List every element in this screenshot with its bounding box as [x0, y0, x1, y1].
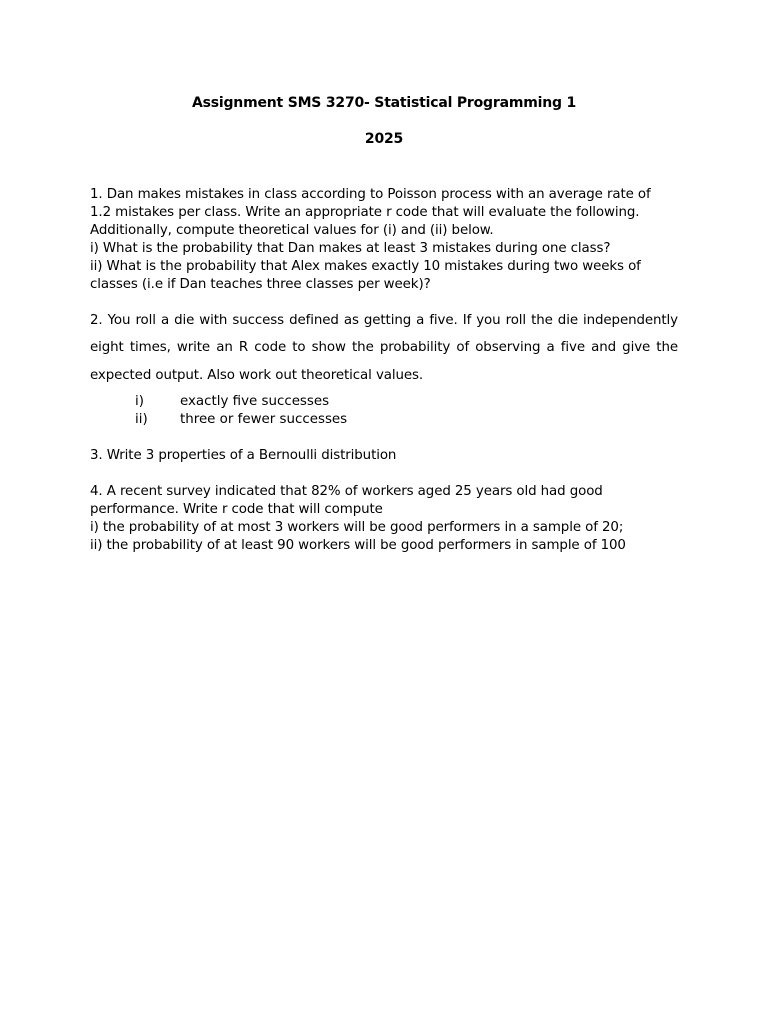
q2-line-2: eight times, write an R code to show the probability of observing a five and give the	[90, 340, 678, 355]
q1-line-1: 1. Dan makes mistakes in class according to Poisson process with an average rate of	[90, 187, 651, 202]
q2-line-1: 2. You roll a die with success defined as getting a five. If you roll the die independently	[90, 313, 678, 328]
q1-line-2: 1.2 mistakes per class. Write an appropriate r code that will evaluate the following.	[90, 205, 640, 220]
q2-item-2-text: three or fewer successes	[180, 412, 348, 427]
q4-line-2: performance. Write r code that will compute	[90, 502, 383, 517]
q1-line-4: i) What is the probability that Dan makes at least 3 mistakes during one class?	[90, 241, 611, 256]
q3-text: 3. Write 3 properties of a Bernoulli distribution	[90, 448, 397, 463]
document-year: 2025	[364, 131, 404, 147]
q1-line-5: ii) What is the probability that Alex makes exactly 10 mistakes during two weeks of	[90, 259, 641, 274]
q2-line-3: expected output. Also work out theoretical values.	[90, 368, 424, 383]
q2-item-1-number: i)	[135, 394, 144, 409]
q2-item-1-text: exactly five successes	[180, 394, 330, 409]
q4-line-4: ii) the probability of at least 90 workers will be good performers in sample of 100	[90, 538, 626, 553]
q4-line-3: i) the probability of at most 3 workers will be good performers in a sample of 20;	[90, 520, 624, 535]
q4-line-1: 4. A recent survey indicated that 82% of workers aged 25 years old had good	[90, 484, 603, 499]
q2-item-2-number: ii)	[135, 412, 148, 427]
document-title: Assignment SMS 3270- Statistical Programming 1	[191, 95, 577, 111]
q1-line-3: Additionally, compute theoretical values for (i) and (ii) below.	[90, 223, 494, 238]
q1-line-6: classes (i.e if Dan teaches three classes per week)?	[90, 277, 431, 292]
